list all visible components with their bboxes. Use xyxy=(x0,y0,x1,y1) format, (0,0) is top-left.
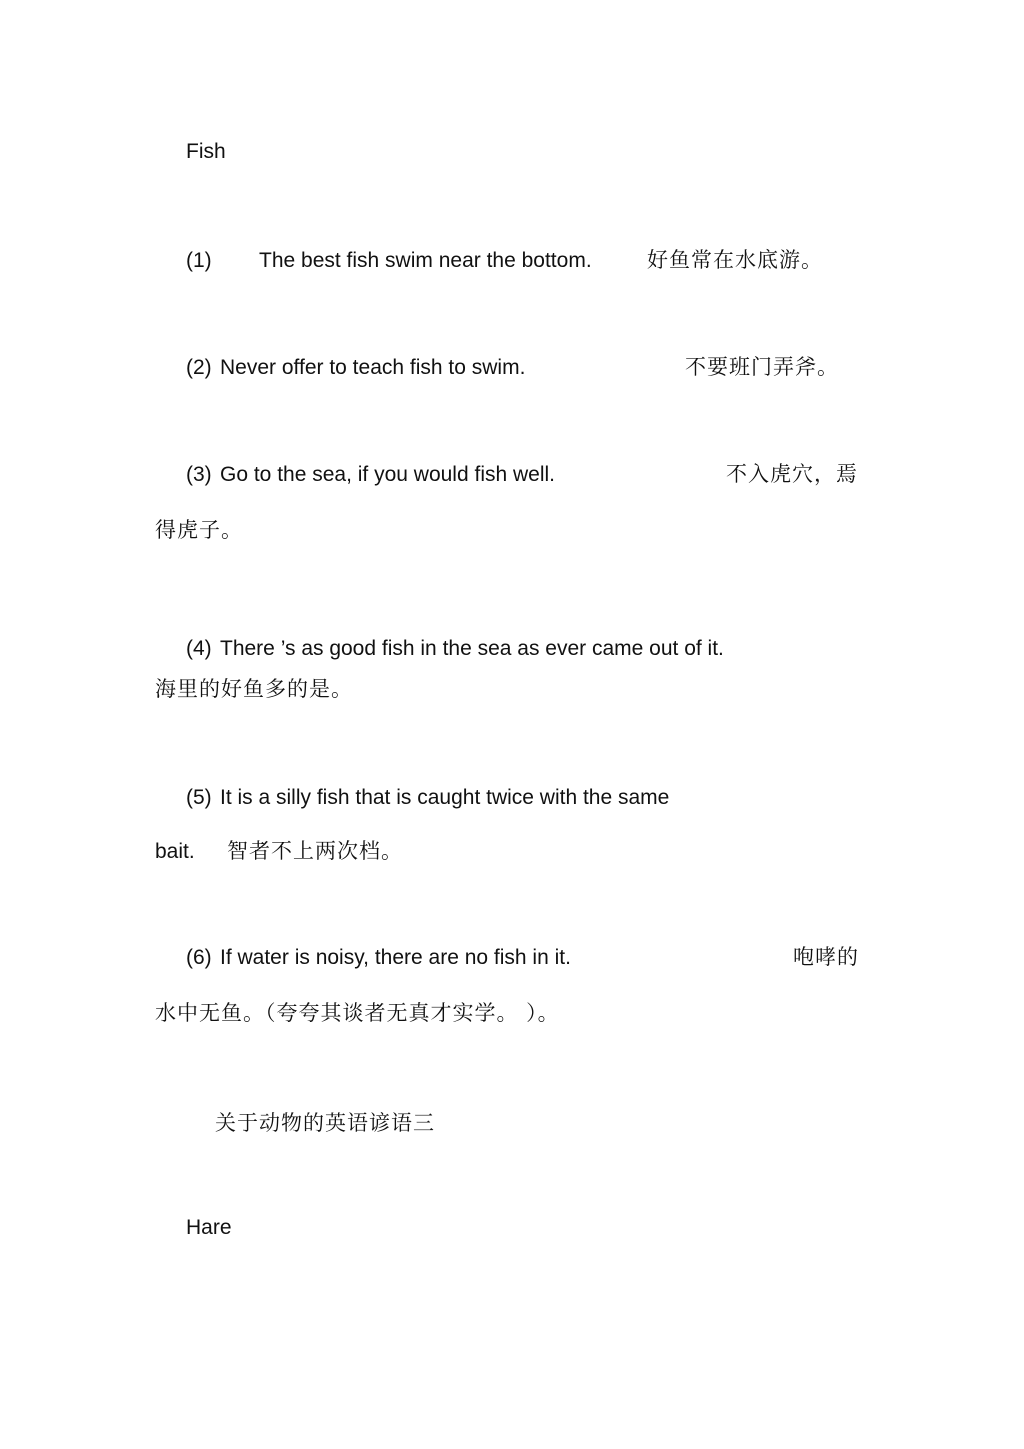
heading-fish: Fish xyxy=(186,140,226,163)
proverb-2-number: (2) xyxy=(186,356,212,379)
proverb-5-english-line1: It is a silly fish that is caught twice with the same xyxy=(220,786,670,809)
proverb-5-chinese: 智者不上两次档。 xyxy=(227,839,403,863)
proverb-1-english: The best fish swim near the bottom. xyxy=(259,249,592,272)
proverb-5-number: (5) xyxy=(186,786,212,809)
section-title: 关于动物的英语谚语三 xyxy=(215,1111,435,1135)
proverb-5-english-line2: bait. xyxy=(155,840,195,863)
proverb-6-english: If water is noisy, there are no fish in it. xyxy=(220,946,571,969)
proverb-3-english: Go to the sea, if you would fish well. xyxy=(220,463,556,486)
proverb-4-number: (4) xyxy=(186,637,212,660)
proverb-1-number: (1) xyxy=(186,249,212,272)
proverb-4-chinese: 海里的好鱼多的是。 xyxy=(155,677,353,701)
proverb-1-chinese: 好鱼常在水底游。 xyxy=(647,248,823,272)
proverb-4-english: There ’s as good fish in the sea as ever came out of it. xyxy=(220,637,724,660)
proverb-6-chinese-line1: 咆哮的 xyxy=(793,945,859,969)
proverb-6-chinese-line2: 水中无鱼。（夸夸其谈者无真才实学。 ）。 xyxy=(155,1001,560,1025)
proverb-3-chinese-line2: 得虎子。 xyxy=(155,518,243,542)
heading-hare: Hare xyxy=(186,1216,232,1239)
proverb-6-number: (6) xyxy=(186,946,212,969)
proverb-2-chinese: 不要班门弄斧。 xyxy=(685,355,839,379)
proverb-3-chinese-line1: 不入虎穴，焉 xyxy=(726,462,858,486)
proverb-2-english: Never offer to teach fish to swim. xyxy=(220,356,526,379)
proverb-3-number: (3) xyxy=(186,463,212,486)
